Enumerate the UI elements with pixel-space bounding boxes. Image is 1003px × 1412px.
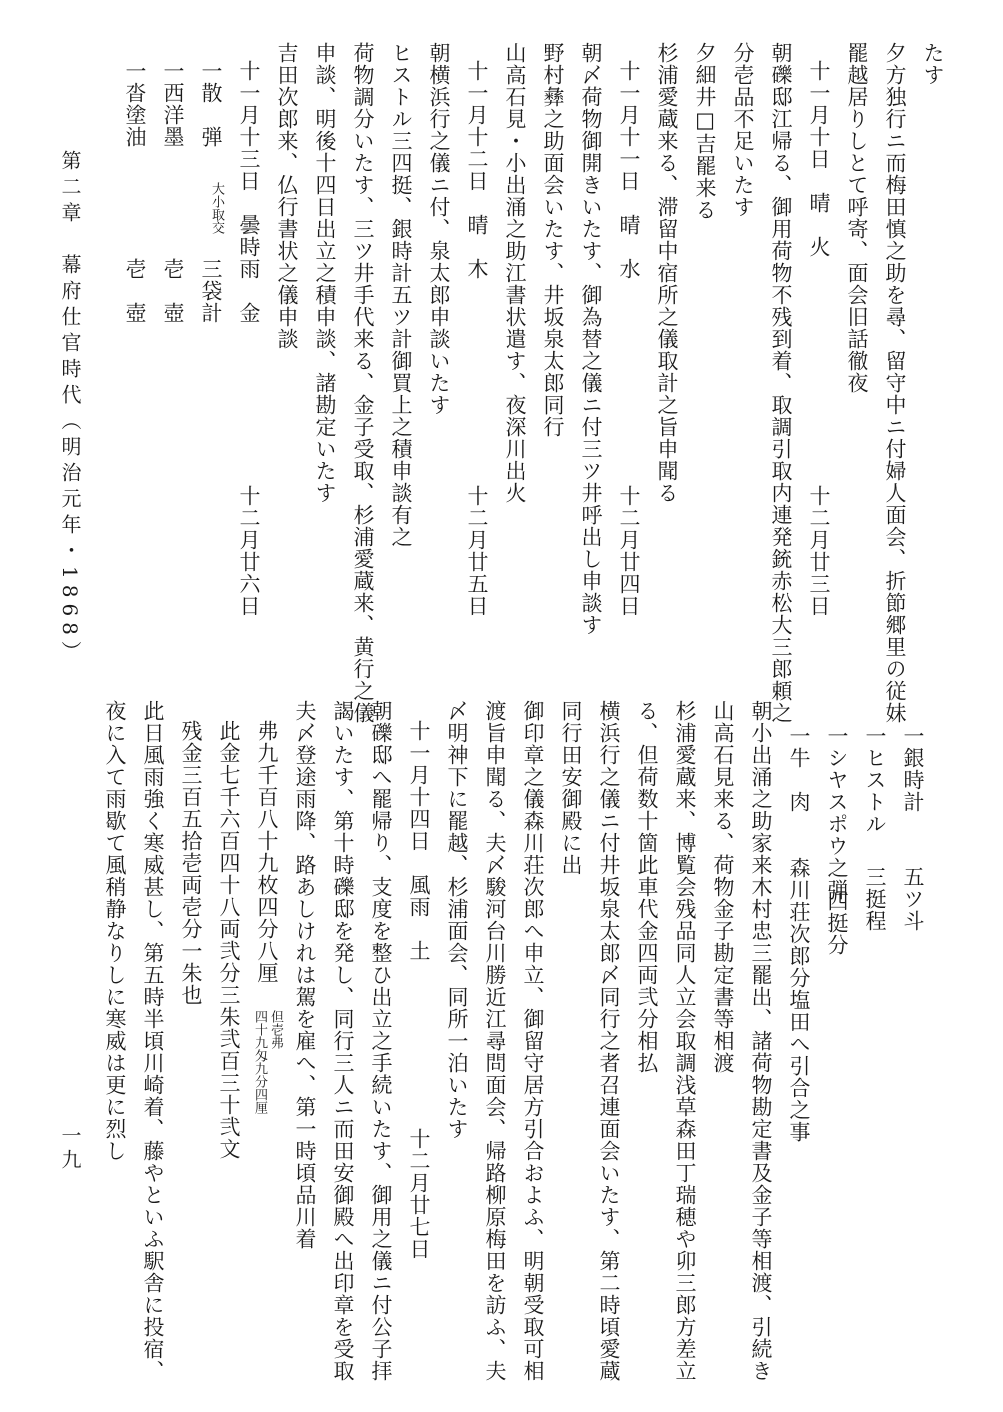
lower-line-5: 朝小出涌之助家来木村忠三罷出、諸荷物勘定書及金子等相渡、引続き (749, 700, 773, 1382)
lower-line-11: 御印章之儀森川荘次郎へ申立、御留守居方引合およふ、明朝受取可相 (521, 700, 545, 1382)
lower-item-1: 一銀時計 (901, 725, 925, 813)
upper-date-4: 十二月廿六日 (237, 485, 261, 617)
upper-line-9: 十一月十一日 晴 水 (617, 60, 641, 280)
exchange-note-2: 四十九匁九分四厘 (252, 1010, 267, 1114)
lower-item-2-qty: 三挺程 (863, 866, 887, 932)
lower-line-12: 渡旨申聞る、夫〆駿河台川勝近江尋問面会、帰路柳原梅田を訪ふ、夫 (483, 700, 507, 1382)
lower-line-6: 山高石見来る、荷物金子勘定書等相渡 (711, 700, 735, 1074)
lower-item-3-qty: 四挺分 (825, 890, 849, 956)
upper-line-12: 山高石見・小出涌之助江書状遣す、夜深川出火 (503, 42, 527, 504)
upper-line-16: 荷物調分いたす、三ツ井手代来る、金子受取、杉浦愛蔵来、黄行之儀 (351, 42, 375, 724)
upper-line-8: 杉浦愛蔵来る、滞留中宿所之儀取計之旨申聞る (655, 42, 679, 504)
lower-line-13: 〆明神下に罷越、杉浦面会、同所一泊いたす (445, 700, 469, 1140)
exchange-note-1: 但壱弗 (268, 1010, 283, 1049)
upper-line-15: ヒストル三四挺、銀時計五ツ計御買上之積申談有之 (389, 42, 413, 548)
upper-line-7: 夕細井□吉罷来る (693, 42, 717, 221)
chapter-footer: 第二章 幕府仕官時代（明治元年・1868） (58, 150, 82, 667)
lower-line-17: 夫〆登途雨降、路あしけれは駕を雇へ、第一時頃品川着 (293, 700, 317, 1250)
lower-line-4: 一牛 肉 森川荘次郎分塩田へ引合之事 (787, 725, 811, 1143)
lower-line-7: 杉浦愛蔵来、博覧会残品同人立会取調浅草森田丁瑞穂や卯三郎方差立 (673, 700, 697, 1382)
upper-item-3-qty: 壱 壺 (123, 258, 147, 324)
upper-line-1: たす (921, 42, 945, 86)
upper-item-2-qty: 壱 壺 (161, 258, 185, 324)
upper-line-10: 朝〆荷物御開きいたす、御為替之儀ニ付三ツ井呼出し申談す (579, 42, 603, 636)
lower-item-2: 一ヒストル (863, 725, 887, 835)
upper-line-14: 朝横浜行之儀ニ付、泉太郎申談いたす (427, 42, 451, 416)
upper-line-6: 分壱品不足いたす (731, 42, 755, 218)
upper-date-2: 十二月廿四日 (617, 485, 641, 617)
upper-item-1: 一散 弾 (199, 60, 223, 148)
upper-item-1-note: 大小取交 (209, 182, 224, 234)
upper-item-3: 一沓塗油 (123, 60, 147, 148)
lower-line-14: 十一月十四日 風雨 土 (407, 720, 431, 962)
lower-line-19: 此金七千六百四十八両弐分三朱弐百三十弐文 (217, 720, 241, 1160)
upper-line-19: 十一月十三日 曇時雨 金 (237, 60, 261, 324)
upper-date-3: 十二月廿五日 (465, 485, 489, 617)
upper-item-1-qty: 三袋計 (199, 258, 223, 324)
lower-date: 十二月廿七日 (407, 1128, 431, 1260)
lower-line-8: る、但荷数十箇此車代金四両弐分相払 (635, 700, 659, 1074)
upper-date-1: 十二月廿三日 (807, 485, 831, 617)
lower-item-1-qty: 五ツ斗 (901, 866, 925, 932)
upper-line-17: 申談、明後十四日出立之積申談、諸勘定いたす (313, 42, 337, 504)
lower-item-3: 一シヤスポウ之弾 (825, 725, 849, 901)
lower-line-9: 横浜行之儀ニ付井坂泉太郎〆同行之者召連面会いたす、第二時頃愛蔵 (597, 700, 621, 1382)
lower-line-20: 残金三百五拾壱両壱分一朱也 (179, 720, 203, 1006)
upper-line-5: 朝礫邸江帰る、御用荷物不残到着、取調引取内連発銃赤松大三郎頼之 (769, 42, 793, 724)
lower-line-18: 弗九千百八十九枚四分八厘 (255, 720, 279, 984)
upper-line-3: 罷越居りしとて呼寄、面会旧話徹夜 (845, 42, 869, 394)
lower-line-22: 夜に入て雨歇て風稍静なりしに寒威は更に烈し (103, 700, 127, 1162)
upper-line-11: 野村彝之助面会いたす、井坂泉太郎同行 (541, 42, 565, 438)
page-number: 一九 (58, 1125, 82, 1173)
lower-line-10: 同行田安御殿に出 (559, 700, 583, 876)
upper-item-2: 一西洋墨 (161, 60, 185, 148)
lower-line-15: 朝礫邸へ罷帰り、支度を整ひ出立之手続いたす、御用之儀ニ付公子拝 (369, 700, 393, 1382)
upper-line-13: 十一月十二日 晴 木 (465, 60, 489, 280)
upper-line-2: 夕方独行ニ而梅田慎之助を尋、留守中ニ付婦人面会、折節郷里の従妹 (883, 42, 907, 724)
lower-line-16: 謁いたす、第十時礫邸を発し、同行三人ニ而田安御殿へ出印章を受取 (331, 700, 355, 1382)
upper-line-4: 十一月十日 晴 火 (807, 60, 831, 258)
upper-line-18: 吉田次郎来、仏行書状之儀申談 (275, 42, 299, 350)
lower-line-21: 此日風雨強く寒威甚し、第五時半頃川崎着、藤やといふ駅舎に投宿、 (141, 700, 165, 1382)
